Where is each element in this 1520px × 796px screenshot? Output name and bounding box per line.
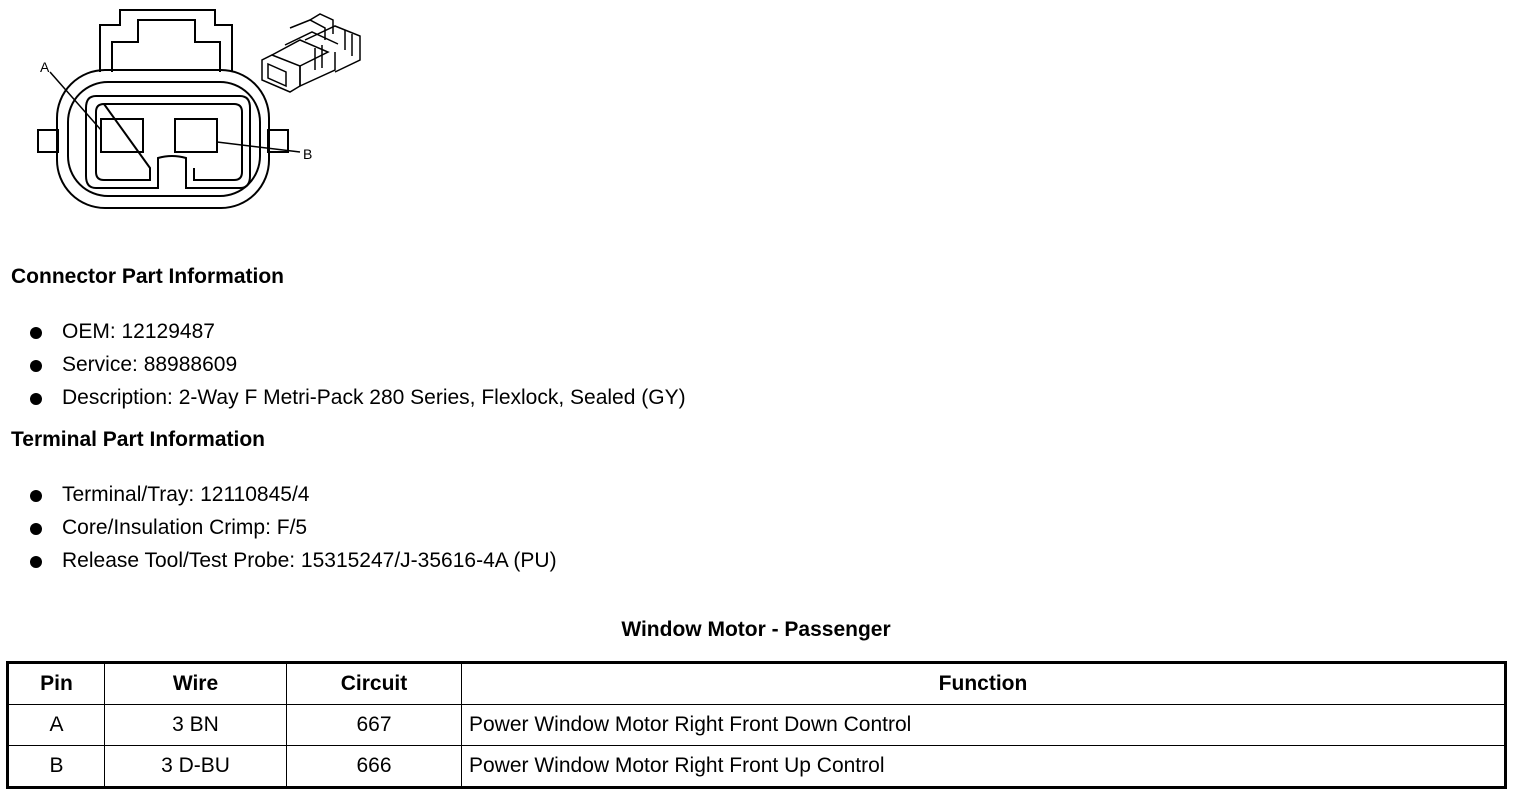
table-title: Window Motor - Passenger — [621, 618, 891, 641]
terminal-part-info-heading: Terminal Part Information — [11, 428, 265, 451]
list-item — [30, 481, 557, 514]
list-item-text: Terminal/Tray: 12110845/4 — [62, 483, 310, 506]
bullet-icon — [30, 490, 42, 502]
terminal-part-info-list — [30, 481, 557, 580]
connector-part-info-list — [30, 318, 686, 417]
bullet-icon — [30, 523, 42, 535]
header-pin: Pin — [8, 663, 105, 705]
bullet-icon — [30, 327, 42, 339]
cell-wire: 3 BN — [105, 705, 287, 746]
bullet-icon — [30, 393, 42, 405]
label-a: A — [40, 59, 50, 75]
bullet-icon — [30, 556, 42, 568]
connector-face-diagram — [0, 0, 380, 220]
label-b: B — [303, 146, 313, 162]
list-item-text: Description: 2-Way F Metri-Pack 280 Series, Flexlock, Sealed (GY) — [62, 386, 686, 409]
list-item-text: Release Tool/Test Probe: 15315247/J-35616-4A (PU) — [62, 549, 557, 572]
cell-circuit: 666 — [287, 746, 462, 788]
list-item-text: Service: 88988609 — [62, 353, 238, 376]
list-item — [30, 318, 686, 351]
table-row — [8, 746, 1506, 788]
cell-function: Power Window Motor Right Front Down Control — [462, 705, 1506, 746]
header-circuit: Circuit — [287, 663, 462, 705]
header-function: Function — [462, 663, 1506, 705]
list-item-text: Core/Insulation Crimp: F/5 — [62, 516, 308, 539]
list-item — [30, 384, 686, 417]
cell-wire: 3 D-BU — [105, 746, 287, 788]
cell-function: Power Window Motor Right Front Up Control — [462, 746, 1506, 788]
cell-circuit: 667 — [287, 705, 462, 746]
header-wire: Wire — [105, 663, 287, 705]
list-item-text: OEM: 12129487 — [62, 320, 215, 343]
list-item — [30, 547, 557, 580]
pinout-table — [6, 661, 1507, 789]
bullet-icon — [30, 360, 42, 372]
cell-pin: A — [8, 705, 105, 746]
table-header-row — [8, 663, 1506, 705]
cell-pin: B — [8, 746, 105, 788]
table-row — [8, 705, 1506, 746]
list-item — [30, 351, 686, 384]
list-item — [30, 514, 557, 547]
connector-part-info-heading: Connector Part Information — [11, 265, 285, 288]
